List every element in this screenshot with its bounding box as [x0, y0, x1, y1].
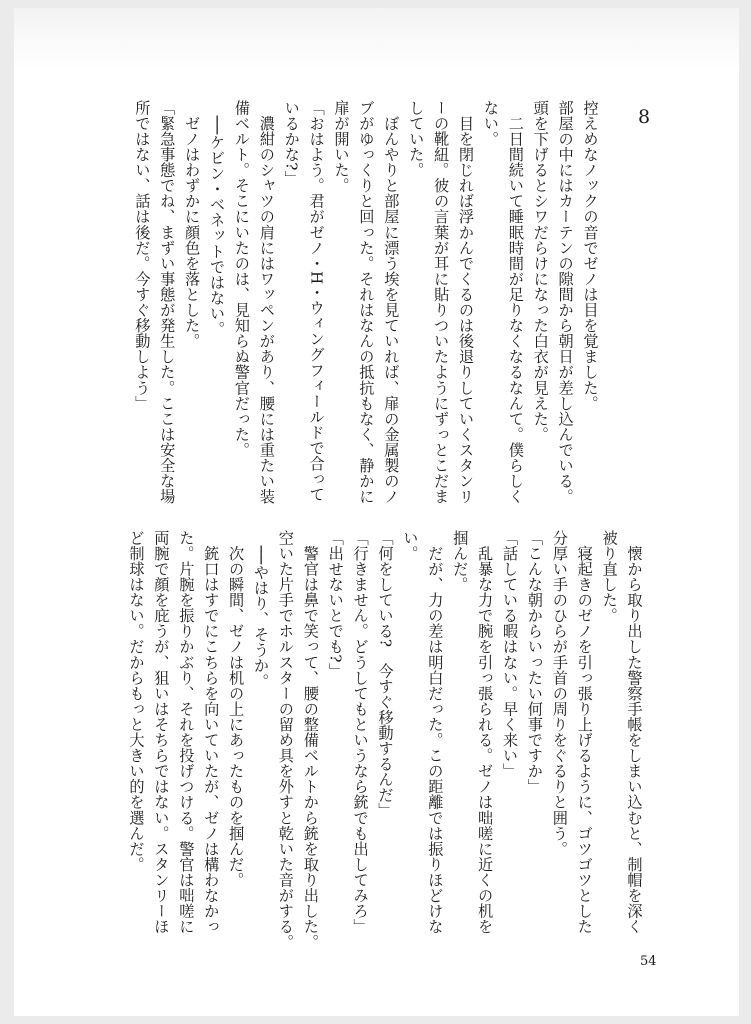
book-page: 8 控えめなノックの音でゼノは目を覚ました。 部屋の中にはカーテンの隙間から朝日が差し込んでいる。 頭を下げるとシワだらけになった白衣が見えた。 二日間続いて睡眠時間が足りなくなるなんて。僕らしく ない。 目を閉じれば浮かんでくるのは後退りしていくスタンリ ーの靴紐。彼の言葉が耳に貼りついたようにずっとこだま していた。 ぼんやりと部屋に漂う埃を見ていれば、扉の金属製のノ ブがゆっくりと回った。それはなんの抵抗もなく、静かに 扉が開いた。 「おはよう。君がゼノ・H・ウィングフィールドで合って いるかな?」 濃紺のシャツの肩にはワッペンがあり、腰には重たい装 備ベルト。そこにいたのは、見知らぬ警官だった。 ──ケビン・ベネットではない。 ゼノはわずかに顔色を落とした。 「緊急事態でね、まずい事態が発生した。ここは安全な場 所ではない、話は後だ。今すぐ移動しよう」 懐から取り出した警察手帳をしまい込むと、制帽を深く 被り直した。 寝起きのゼノを引っ張り上げるように、ゴツゴツとした 分厚い手のひらが手首の周りをぐるりと囲う。 「こんな朝からいったい何事ですか」 「話している暇はない。早く来い」 乱暴な力で腕を引っ張られる。ゼノは咄嗟に近くの机を 掴んだ。 だが、力の差は明白だった。この距離では振りほどけな い。 「何をしている? 今すぐ移動するんだ」 「行きません。どうしてもというなら銃でも出してみろ」 「出せないとでも?」 警官は鼻で笑って、腰の整備ベルトから銃を取り出した。 空いた片手でホルスターの留め具を外すと乾いた音がする。 ──やはり、そうか。 次の瞬間、ゼノは机の上にあったものを掴んだ。 銃口はすでにこちらを向いていたが、ゼノは構わなかっ た。片腕を振りかぶり、それを投げつける。警官は咄嗟に 両腕で顔を庇うが、狙いはそちらではない。スタンリーほ ど制球はない。だからもっと大きい的を選んだ。 54 [14, 8, 739, 1016]
chapter-number: 8 [638, 106, 651, 128]
page-number: 54 [640, 954, 657, 969]
page-top-shadow [14, 8, 739, 70]
